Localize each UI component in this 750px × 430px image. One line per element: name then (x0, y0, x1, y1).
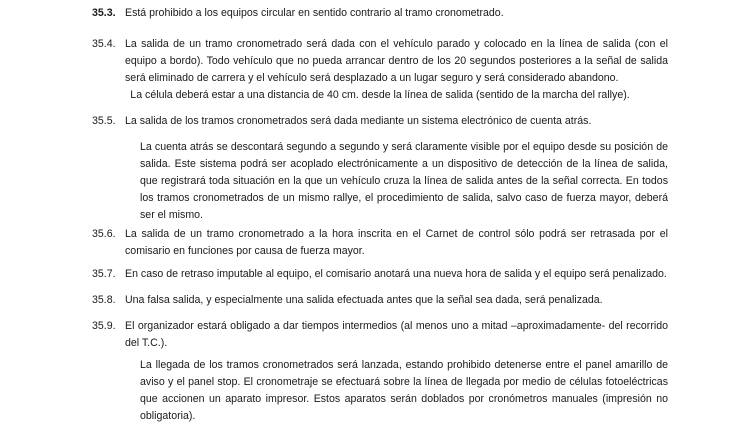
paragraph-arrival: La llegada de los tramos cronometrados será lanzada, estando prohibido detenerse entre el panel amarillo de aviso y el panel stop. El cronometraje se efectuará sobre la línea de llegada por medio de células fotoeléctricas que accionen un aparato impresor. Estos aparatos serán doblados por cronómetros manuales (impresión no obligatoria). (140, 359, 668, 422)
article-35-8 (92, 292, 668, 309)
article-35-6 (92, 226, 668, 260)
article-text: La salida de los tramos cronometrados será dada mediante un sistema electrónico de cuenta atrás. (125, 115, 592, 127)
article-text: En caso de retraso imputable al equipo, el comisario anotará una nueva hora de salida y el equipo será penalizado. (125, 268, 667, 280)
article-number: 35.3. (92, 7, 116, 19)
article-text: La salida de un tramo cronometrado a la hora inscrita en el Carnet de control sólo podrá ser retrasada por el comisario en funciones por causa de fuerza mayor. (125, 228, 668, 257)
paragraph-cell-distance: La célula deberá estar a una distancia de 40 cm. desde la línea de salida (sentido de la marcha del rallye). (130, 89, 630, 101)
article-text: Una falsa salida, y especialmente una salida efectuada antes que la señal sea dada, será penalizada. (125, 294, 603, 306)
article-35-4 (92, 36, 668, 87)
article-number: 35.7. (92, 268, 116, 280)
paragraph-countdown: La cuenta atrás se descontará segundo a segundo y será claramente visible por el equipo desde su posición de salida. Este sistema podrá ser acoplado electrónicamente a un dispositivo de detección de la línea de salida, que registrará toda situación en la que un vehículo cruza la línea de salida antes de la señal correcta. En todos los tramos cronometrados de un mismo rallye, el procedimiento de salida, salvo caso de fuerza mayor, deberá ser el mismo. (140, 141, 668, 221)
article-number: 35.4. (92, 38, 116, 50)
article-35-9 (92, 318, 668, 352)
article-text: La salida de un tramo cronometrado será dada con el vehículo parado y colocado en la línea de salida (con el equipo a bordo). Todo vehículo que no pueda arrancar dentro de los 20 segundos posteriores a la señal de salida será eliminado de carrera y el vehículo será desplazado a un lugar seguro y será considerado abandono. (125, 38, 668, 84)
article-text: Está prohibido a los equipos circular en sentido contrario al tramo cronometrado. (125, 7, 504, 19)
article-35-7 (92, 266, 668, 283)
article-number: 35.6. (92, 228, 116, 240)
article-number: 35.8. (92, 294, 116, 306)
article-35-5 (92, 113, 668, 130)
article-35-3 (92, 5, 668, 22)
article-text: El organizador estará obligado a dar tiempos intermedios (al menos uno a mitad –aproximadamente- del recorrido del T.C.). (125, 320, 668, 349)
article-number: 35.5. (92, 115, 116, 127)
article-number: 35.9. (92, 320, 116, 332)
